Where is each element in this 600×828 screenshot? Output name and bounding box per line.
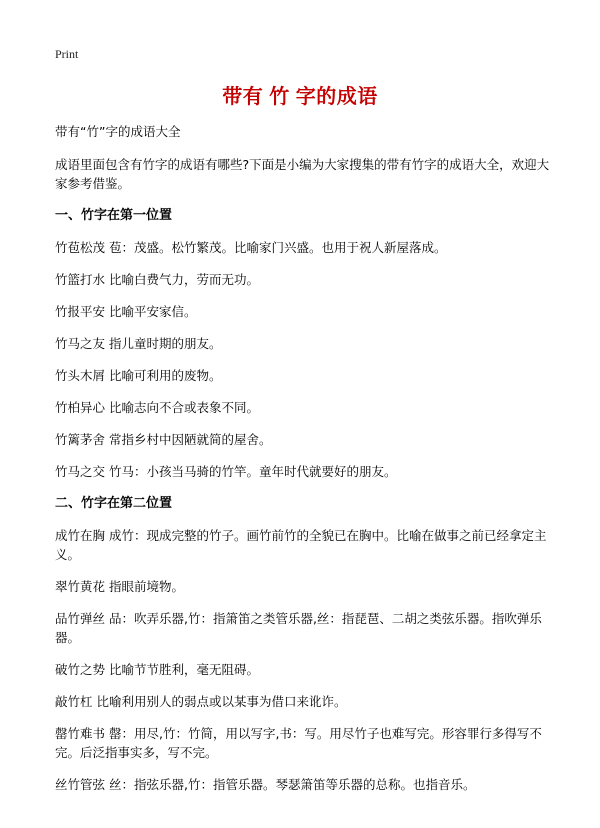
idiom-entry: 罄竹难书 罄：用尽,竹：竹简，用以写字,书：写。用尽竹子也难写完。形容罪行多得写不完。后泛指事实多，写不完。 (55, 726, 542, 760)
idiom-entry: 破竹之势 比喻节节胜利，毫无阻碍。 (55, 662, 259, 677)
idiom-entry: 竹柏异心 比喻志向不合或表象不同。 (55, 400, 259, 415)
print-label: Print (55, 47, 79, 61)
article-body (55, 122, 555, 807)
subtitle: 带有“竹”字的成语大全 (55, 124, 181, 139)
section-heading-2: 二、竹字在第二位置 (55, 496, 173, 511)
idiom-entry: 翠竹黄花 指眼前境物。 (55, 579, 184, 594)
idiom-entry: 丝竹管弦 丝：指弦乐器,竹：指管乐器。琴瑟箫笛等乐器的总称。也指音乐。 (55, 777, 476, 792)
title-part-2: 竹 (269, 84, 290, 108)
idiom-entry: 敲竹杠 比喻利用别人的弱点或以某事为借口来讹诈。 (55, 694, 347, 709)
idiom-entry: 竹篱茅舍 常指乡村中因陋就简的屋舍。 (55, 432, 272, 447)
intro-paragraph: 成语里面包含有竹字的成语有哪些?下面是小编为大家搜集的带有竹字的成语大全，欢迎大家参考借鉴。 (55, 157, 550, 191)
idiom-entry: 竹篮打水 比喻白费气力，劳而无功。 (55, 272, 259, 287)
section-heading-1: 一、竹字在第一位置 (55, 208, 173, 223)
idiom-entry: 竹马之交 竹马：小孩当马骑的竹竿。童年时代就要好的朋友。 (55, 464, 397, 479)
title-part-3: 字的成语 (295, 84, 378, 108)
idiom-entry: 竹头木屑 比喻可利用的废物。 (55, 368, 222, 383)
idiom-entry: 竹马之友 指儿童时期的朋友。 (55, 336, 222, 351)
idiom-entry: 品竹弹丝 品：吹弄乐器,竹：指箫笛之类管乐器,丝：指琵琶、二胡之类弦乐器。指吹弹乐器。 (55, 611, 542, 645)
page-title (0, 80, 600, 109)
idiom-entry: 竹苞松茂 苞：茂盛。松竹繁茂。比喻家门兴盛。也用于祝人新屋落成。 (55, 240, 447, 255)
idiom-entry: 成竹在胸 成竹：现成完整的竹子。画竹前竹的全貌已在胸中。比喻在做事之前已经拿定主义。 (55, 528, 547, 562)
idiom-entry: 竹报平安 比喻平安家信。 (55, 304, 197, 319)
title-part-1: 带有 (222, 84, 264, 108)
